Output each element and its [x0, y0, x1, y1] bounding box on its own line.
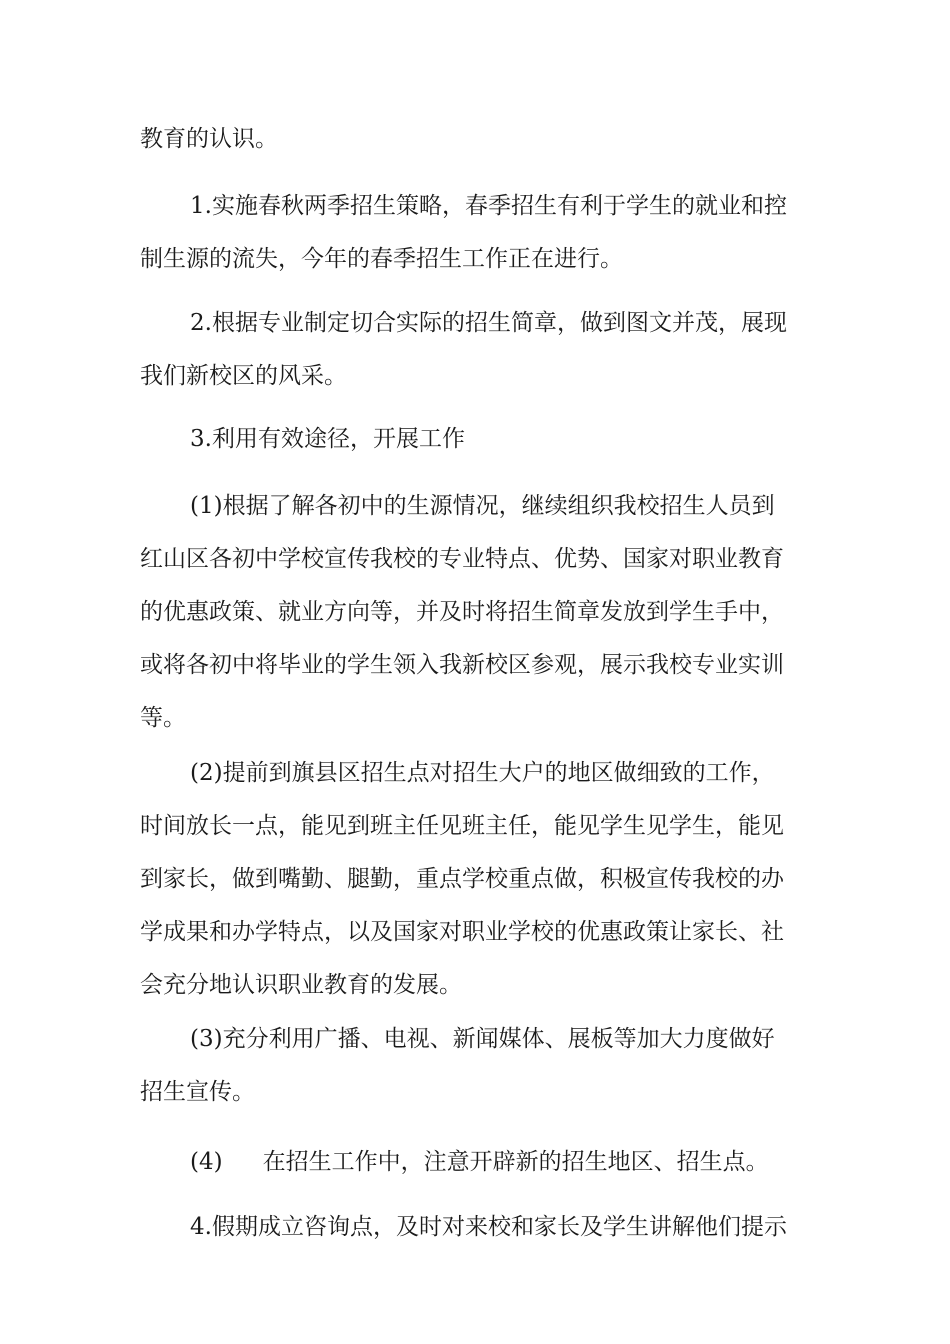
- paragraph-item-1: [140, 180, 800, 286]
- text-line: 或将各初中将毕业的学生领入我新校区参观，展示我校专业实训: [140, 652, 784, 678]
- text-line: 制生源的流失，今年的春季招生工作正在进行。: [140, 246, 623, 272]
- text-line: 红山区各初中学校宣传我校的专业特点、优势、国家对职业教育: [140, 546, 784, 572]
- paragraph-intro-tail: [140, 113, 800, 166]
- text-line: 教育的认识。: [140, 126, 278, 152]
- text-line: 1.实施春秋两季招生策略，春季招生有利于学生的就业和控: [190, 193, 787, 219]
- paragraph-item-4: [140, 1201, 800, 1254]
- item-text: 在招生工作中，注意开辟新的招生地区、招生点。: [262, 1149, 769, 1175]
- text-line: 会充分地认识职业教育的发展。: [140, 972, 462, 998]
- text-line: 学成果和办学特点，以及国家对职业学校的优惠政策让家长、社: [140, 919, 784, 945]
- item-marker: (4): [190, 1149, 223, 1175]
- text-line: [140, 1136, 800, 1189]
- text-line: 招生宣传。: [140, 1079, 255, 1105]
- paragraph-sub-3: [140, 1013, 800, 1119]
- text-line: 时间放长一点，能见到班主任见班主任，能见学生见学生，能见: [140, 813, 784, 839]
- text-line: (3)充分利用广播、电视、新闻媒体、展板等加大力度做好: [190, 1026, 775, 1052]
- text-line: 3.利用有效途径，开展工作: [190, 426, 465, 452]
- text-line: 我们新校区的风采。: [140, 363, 347, 389]
- text-line: 等。: [140, 705, 186, 731]
- paragraph-sub-1: [140, 480, 800, 745]
- text-line: (1)根据了解各初中的生源情况，继续组织我校招生人员到: [190, 493, 775, 519]
- text-line: 4.假期成立咨询点，及时对来校和家长及学生讲解他们提示: [190, 1214, 787, 1240]
- text-line: 到家长，做到嘴勤、腿勤，重点学校重点做，积极宣传我校的办: [140, 866, 784, 892]
- paragraph-sub-4: [140, 1136, 800, 1189]
- text-line: 2.根据专业制定切合实际的招生简章，做到图文并茂，展现: [190, 310, 787, 336]
- paragraph-item-2: [140, 297, 800, 403]
- paragraph-sub-2: [140, 747, 800, 1012]
- paragraph-item-3: [140, 413, 800, 466]
- text-line: 的优惠政策、就业方向等，并及时将招生简章发放到学生手中，: [140, 599, 784, 625]
- text-line: (2)提前到旗县区招生点对招生大户的地区做细致的工作，: [190, 760, 775, 786]
